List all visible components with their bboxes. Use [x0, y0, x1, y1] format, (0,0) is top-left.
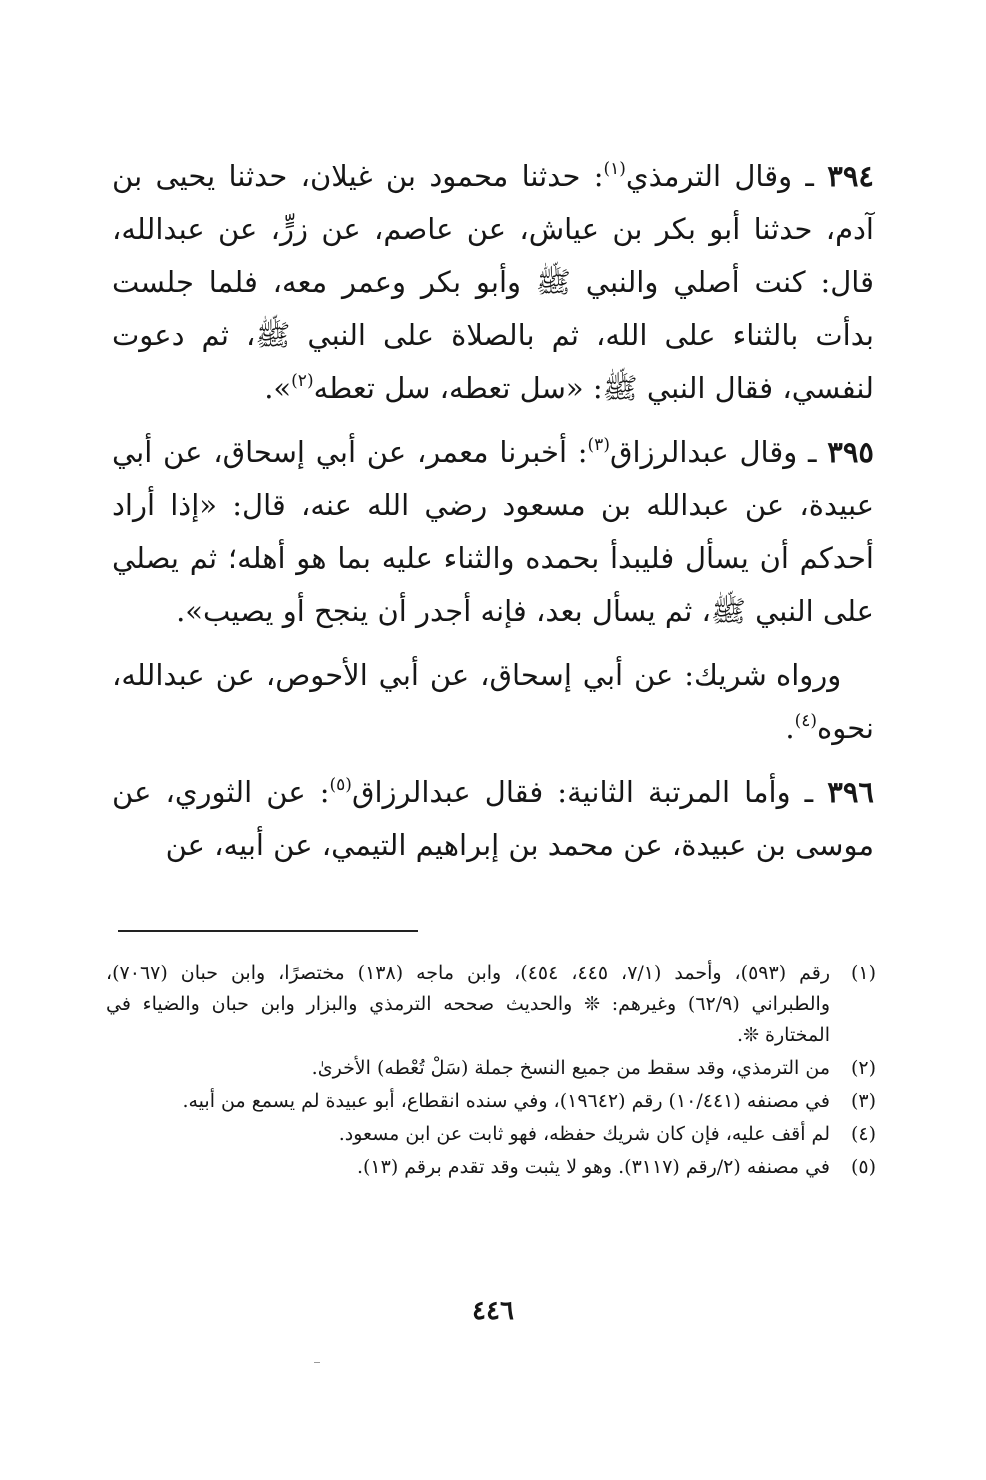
footnote-ref-5: (٥) — [329, 775, 352, 795]
footnote-text: لم أقف عليه، فإن كان شريك حفظه، فهو ثابت عن ابن مسعود. — [338, 1123, 830, 1145]
footnotes — [106, 958, 876, 1185]
footnote-number: (٣) — [850, 1090, 876, 1112]
footnote-separator — [118, 930, 418, 932]
footnote — [106, 1152, 876, 1183]
paragraph-395 — [112, 426, 874, 638]
paragraph-body: : أخبرنا معمر، عن أبي إسحاق، عن أبي عبيدة، عن عبدالله بن مسعود رضي الله عنه، قال: «إذا أراد أحدكم أن يسأل فليبدأ بحمده والثناء عليه بما هو أهله؛ ثم يصلي على النبي ﷺ، ثم يسأل بعد، فإنه أجدر أن ينجح أو يصيب». — [112, 435, 874, 628]
footnote-number: (٥) — [850, 1156, 876, 1178]
footnote — [106, 1086, 876, 1117]
paragraph-sharik — [112, 649, 874, 755]
paragraph-body: ورواه شريك: عن أبي إسحاق، عن أبي الأحوص، عن عبدالله، نحوه — [112, 658, 874, 745]
paragraph-394 — [112, 150, 874, 415]
paragraph-tail: . — [785, 711, 795, 745]
paragraph-lead: ـ وقال الترمذي — [625, 159, 828, 193]
footnote-number: (١) — [850, 962, 876, 984]
paragraph-body: : حدثنا محمود بن غيلان، حدثنا يحيى بن آدم، حدثنا أبو بكر بن عياش، عن عاصم، عن زرٍّ، عن عبدالله، قال: كنت أصلي والنبي ﷺ وأبو بكر وعمر معه، فلما جلست بدأت بالثناء على الله، ثم بالصلاة على النبي ﷺ، ثم دعوت لنفسي، فقال النبي ﷺ: «سل تعطه، سل تعطه — [112, 159, 874, 405]
footnote — [106, 958, 876, 1051]
footnote — [106, 1053, 876, 1084]
paragraph-lead: ـ وقال عبدالرزاق — [609, 435, 828, 469]
footnote-number: (٢) — [850, 1057, 876, 1079]
footnote-ref-4: (٤) — [794, 711, 818, 731]
footnote-text: من الترمذي، وقد سقط من جميع النسخ جملة (سَلْ تُعْطه) الأخرىٰ. — [311, 1057, 830, 1079]
scan-speck — [314, 1362, 320, 1363]
paragraph-body: : عن الثوري، عن موسى بن عبيدة، عن محمد بن إبراهيم التيمي، عن أبيه، عن — [112, 775, 874, 862]
hadith-number: ٣٩٦ — [827, 775, 875, 809]
paragraph-396 — [112, 766, 874, 872]
footnote-text: في مصنفه (١٠/٤٤١) رقم (١٩٦٤٢)، وفي سنده انقطاع، أبو عبيدة لم يسمع من أبيه. — [182, 1090, 830, 1112]
footnote-ref-1: (١) — [603, 159, 626, 179]
footnote-text: رقم (٥٩٣)، وأحمد (٧/١، ٤٤٥، ٤٥٤)، وابن ماجه (١٣٨) مختصرًا، وابن حبان (٧٠٦٧)، والطبراني (٦٢/٩) وغيرهم: ❊ والحديث صححه الترمذي والبزار وابن حبان والضياء في المختارة ❊. — [106, 962, 830, 1046]
main-text — [112, 150, 874, 883]
footnote-ref-2: (٢) — [291, 371, 314, 391]
paragraph-tail: ». — [264, 371, 292, 405]
footnote — [106, 1119, 876, 1150]
footnote-text: في مصنفه (٢/رقم (٣١١٧). وهو لا يثبت وقد تقدم برقم (١٣). — [356, 1156, 830, 1178]
page-number: ٤٤٦ — [472, 1296, 514, 1326]
footnote-ref-3: (٣) — [587, 435, 610, 455]
hadith-number: ٣٩٥ — [827, 435, 874, 469]
paragraph-lead: ـ وأما المرتبة الثانية: فقال عبدالرزاق — [351, 775, 828, 809]
hadith-number: ٣٩٤ — [827, 159, 874, 193]
footnote-number: (٤) — [850, 1123, 876, 1145]
